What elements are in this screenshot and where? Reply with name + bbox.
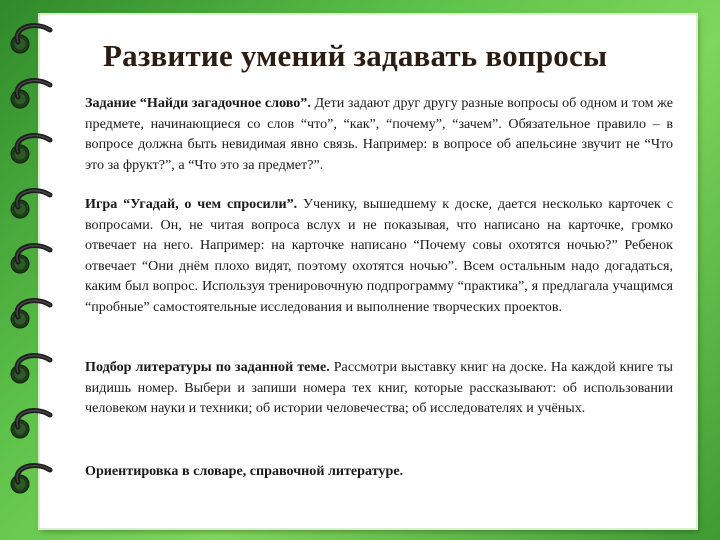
spiral-binding (0, 0, 60, 540)
spiral-ring-icon (4, 460, 60, 500)
spiral-ring-icon (4, 20, 60, 60)
paragraph-guess-question-game (85, 194, 673, 317)
spiral-ring-icon (4, 295, 60, 335)
paragraph-lead: Подбор литературы по заданной теме. (85, 359, 330, 375)
paragraph-text: Рассмотри выставку книг на доске. На каждой книге ты видишь номер. Выбери и запиши номера тех книг, которые рассказывают: об использовании человеком науки и техники; об истории человечества; об исследователях и учёных. (85, 359, 673, 416)
paragraph-lead: Задание “Найди загадочное слово”. (85, 95, 311, 111)
spiral-ring-icon (4, 75, 60, 115)
spiral-ring-icon (4, 240, 60, 280)
spiral-ring-icon (4, 185, 60, 225)
paragraph-dictionary-orientation (85, 461, 673, 482)
spiral-ring-icon (4, 405, 60, 445)
paragraph-text: Дети задают друг другу разные вопросы об одном и том же предмете, начинающиеся со слов “что”, “как”, “почему”, “зачем”. Обязательное правило – в вопросе должна быть невидимая явно связь. Например: в вопросе об апельсине звучит не “Что это за фрукт?”, а “Что это за предмет?”. (85, 95, 673, 173)
slide-title: Развитие умений задавать вопросы (103, 38, 608, 73)
paragraph-lead: Ориентировка в словаре, справочной литературе. (85, 463, 404, 479)
paragraph-literature-selection (85, 357, 673, 419)
spiral-ring-icon (4, 350, 60, 390)
paragraph-text: Ученику, вышедшему к доске, дается несколько карточек с вопросами. Он, не читая вопроса вслух и не показывая, что написано на карточке, громко отвечает на него. Например: на карточке написано “Почему совы охотятся ночью?” Ребенок отвечает “Они днём плохо видят, поэтому охотятся ночью”. Всем остальным надо догадаться, каким был вопрос. Используя тренировочную подпрограмму “практика”, я предлагала учащимся “пробные” самостоятельные исследования и выполнение творческих проектов. (85, 196, 674, 315)
paragraph-lead: Игра “Угадай, о чем спросили”. (85, 196, 298, 212)
paragraph-find-mystery-word (85, 93, 673, 175)
spiral-ring-icon (4, 130, 60, 170)
